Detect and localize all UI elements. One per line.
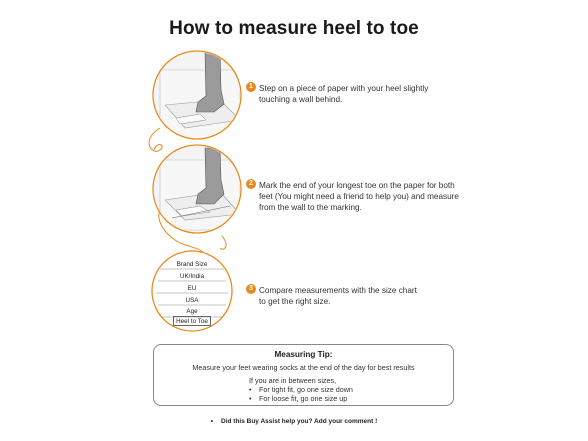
feedback-link[interactable]: Did this Buy Assist help you? Add your comment ! [221,418,378,425]
size-chart-row: EU [187,285,197,292]
step-2-illustration [150,145,250,235]
size-chart-row: UK/India [179,273,205,280]
page-title: How to measure heel to toe [169,18,419,39]
step-1-text: Step on a piece of paper with your heel slightly touching a wall behind. [259,84,429,104]
tip-main-line: Measure your feet wearing socks at the end of the day for best results [192,363,415,372]
step-2-text: Mark the end of your longest toe on the paper for both feet (You might need a friend to help you) and measure from the wall to the marking. [259,181,459,212]
step-3-text: Compare measurements with the size chart to get the right size. [259,286,417,306]
tip-bullet: • For loose fit, go one size up [249,394,353,403]
tip-subtitle: If you are in between sizes, [249,376,337,385]
heel-to-toe-highlight: Heel to Toe [173,316,211,326]
step-3-number: 3 [246,284,256,294]
tip-bullet: • For tight fit, go one size down [249,385,353,394]
size-chart-row: USA [185,297,199,304]
size-chart-row: Age [186,308,198,315]
size-chart-row: Brand Size [176,261,208,268]
step-1-illustration [150,50,250,140]
step-1-number: 1 [246,82,256,92]
tip-bullet-list [249,385,353,403]
size-chart [154,253,230,329]
bullet-icon: • [210,418,213,425]
feedback-footer[interactable] [0,418,588,425]
measuring-tip-box [153,344,454,406]
tip-title: Measuring Tip: [274,350,333,359]
step-2-number: 2 [246,179,256,189]
